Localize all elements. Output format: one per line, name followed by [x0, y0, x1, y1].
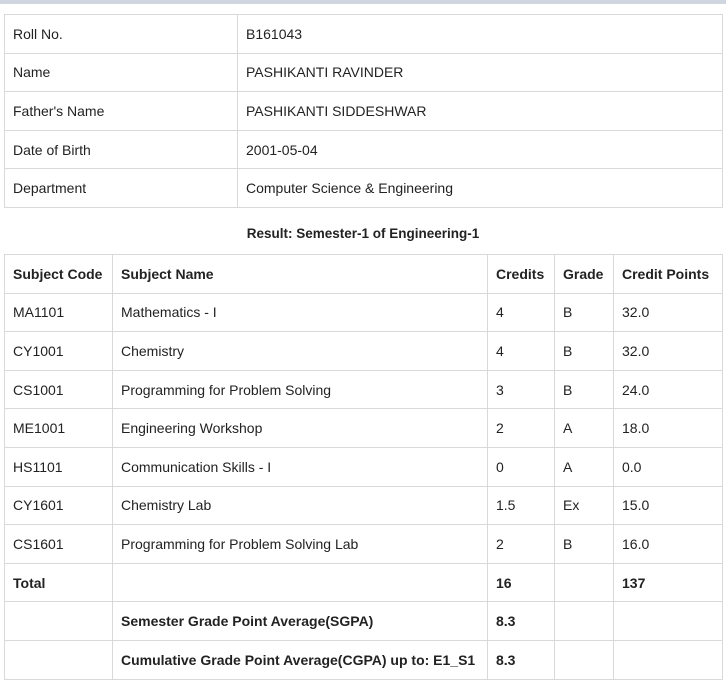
- sgpa-empty-cell: [5, 602, 113, 641]
- student-row-department: [5, 169, 723, 208]
- subject-points: 15.0: [614, 486, 723, 525]
- table-row: [5, 409, 723, 448]
- student-row-name: [5, 53, 723, 92]
- subject-code: CS1601: [5, 525, 113, 564]
- subject-grade: B: [555, 293, 614, 332]
- cgpa-label: Cumulative Grade Point Average(CGPA) up to: E1_S1: [113, 640, 488, 679]
- father-name-value: PASHIKANTI SIDDESHWAR: [238, 92, 723, 131]
- header-credit-points: Credit Points: [614, 255, 723, 294]
- cgpa-value: 8.3: [488, 640, 555, 679]
- subject-name: Chemistry Lab: [113, 486, 488, 525]
- result-table: [4, 254, 723, 680]
- sgpa-points-empty: [614, 602, 723, 641]
- father-name-label: Father's Name: [5, 92, 238, 131]
- student-details-table: [4, 14, 723, 208]
- header-grade: Grade: [555, 255, 614, 294]
- dob-value: 2001-05-04: [238, 130, 723, 169]
- sgpa-row: [5, 602, 723, 641]
- department-label: Department: [5, 169, 238, 208]
- header-subject-name: Subject Name: [113, 255, 488, 294]
- subject-name: Programming for Problem Solving Lab: [113, 525, 488, 564]
- subject-credits: 1.5: [488, 486, 555, 525]
- subject-points: 32.0: [614, 332, 723, 371]
- total-empty-cell: [113, 563, 488, 602]
- subject-grade: Ex: [555, 486, 614, 525]
- table-row: [5, 332, 723, 371]
- header-credits: Credits: [488, 255, 555, 294]
- cgpa-row: [5, 640, 723, 679]
- total-grade-empty: [555, 563, 614, 602]
- subject-code: HS1101: [5, 447, 113, 486]
- sgpa-value: 8.3: [488, 602, 555, 641]
- subject-credits: 2: [488, 409, 555, 448]
- subject-credits: 2: [488, 525, 555, 564]
- top-border-bar: [0, 0, 726, 4]
- subject-points: 16.0: [614, 525, 723, 564]
- subject-code: CY1001: [5, 332, 113, 371]
- subject-name: Chemistry: [113, 332, 488, 371]
- dob-label: Date of Birth: [5, 130, 238, 169]
- total-row: [5, 563, 723, 602]
- subject-grade: B: [555, 370, 614, 409]
- subject-name: Communication Skills - I: [113, 447, 488, 486]
- department-value: Computer Science & Engineering: [238, 169, 723, 208]
- table-row: [5, 370, 723, 409]
- subject-points: 24.0: [614, 370, 723, 409]
- subject-name: Engineering Workshop: [113, 409, 488, 448]
- subject-grade: B: [555, 525, 614, 564]
- total-points: 137: [614, 563, 723, 602]
- header-subject-code: Subject Code: [5, 255, 113, 294]
- cgpa-points-empty: [614, 640, 723, 679]
- subject-points: 0.0: [614, 447, 723, 486]
- subject-credits: 3: [488, 370, 555, 409]
- total-credits: 16: [488, 563, 555, 602]
- subject-points: 32.0: [614, 293, 723, 332]
- result-caption: Result: Semester-1 of Engineering-1: [246, 226, 480, 241]
- subject-code: CS1001: [5, 370, 113, 409]
- subject-credits: 4: [488, 293, 555, 332]
- subject-credits: 4: [488, 332, 555, 371]
- cgpa-empty-cell: [5, 640, 113, 679]
- subject-credits: 0: [488, 447, 555, 486]
- subject-code: CY1601: [5, 486, 113, 525]
- roll-no-value: B161043: [238, 15, 723, 54]
- subject-grade: A: [555, 447, 614, 486]
- sgpa-label: Semester Grade Point Average(SGPA): [113, 602, 488, 641]
- result-header-row: [5, 255, 723, 294]
- table-row: [5, 447, 723, 486]
- name-value: PASHIKANTI RAVINDER: [238, 53, 723, 92]
- table-row: [5, 293, 723, 332]
- subject-grade: A: [555, 409, 614, 448]
- subject-name: Programming for Problem Solving: [113, 370, 488, 409]
- sgpa-grade-empty: [555, 602, 614, 641]
- student-row-dob: [5, 130, 723, 169]
- student-row-father-name: [5, 92, 723, 131]
- name-label: Name: [5, 53, 238, 92]
- subject-name: Mathematics - I: [113, 293, 488, 332]
- subject-grade: B: [555, 332, 614, 371]
- roll-no-label: Roll No.: [5, 15, 238, 54]
- total-label: Total: [5, 563, 113, 602]
- table-row: [5, 486, 723, 525]
- subject-code: ME1001: [5, 409, 113, 448]
- cgpa-grade-empty: [555, 640, 614, 679]
- subject-code: MA1101: [5, 293, 113, 332]
- subject-points: 18.0: [614, 409, 723, 448]
- student-row-roll-no: [5, 15, 723, 54]
- table-row: [5, 525, 723, 564]
